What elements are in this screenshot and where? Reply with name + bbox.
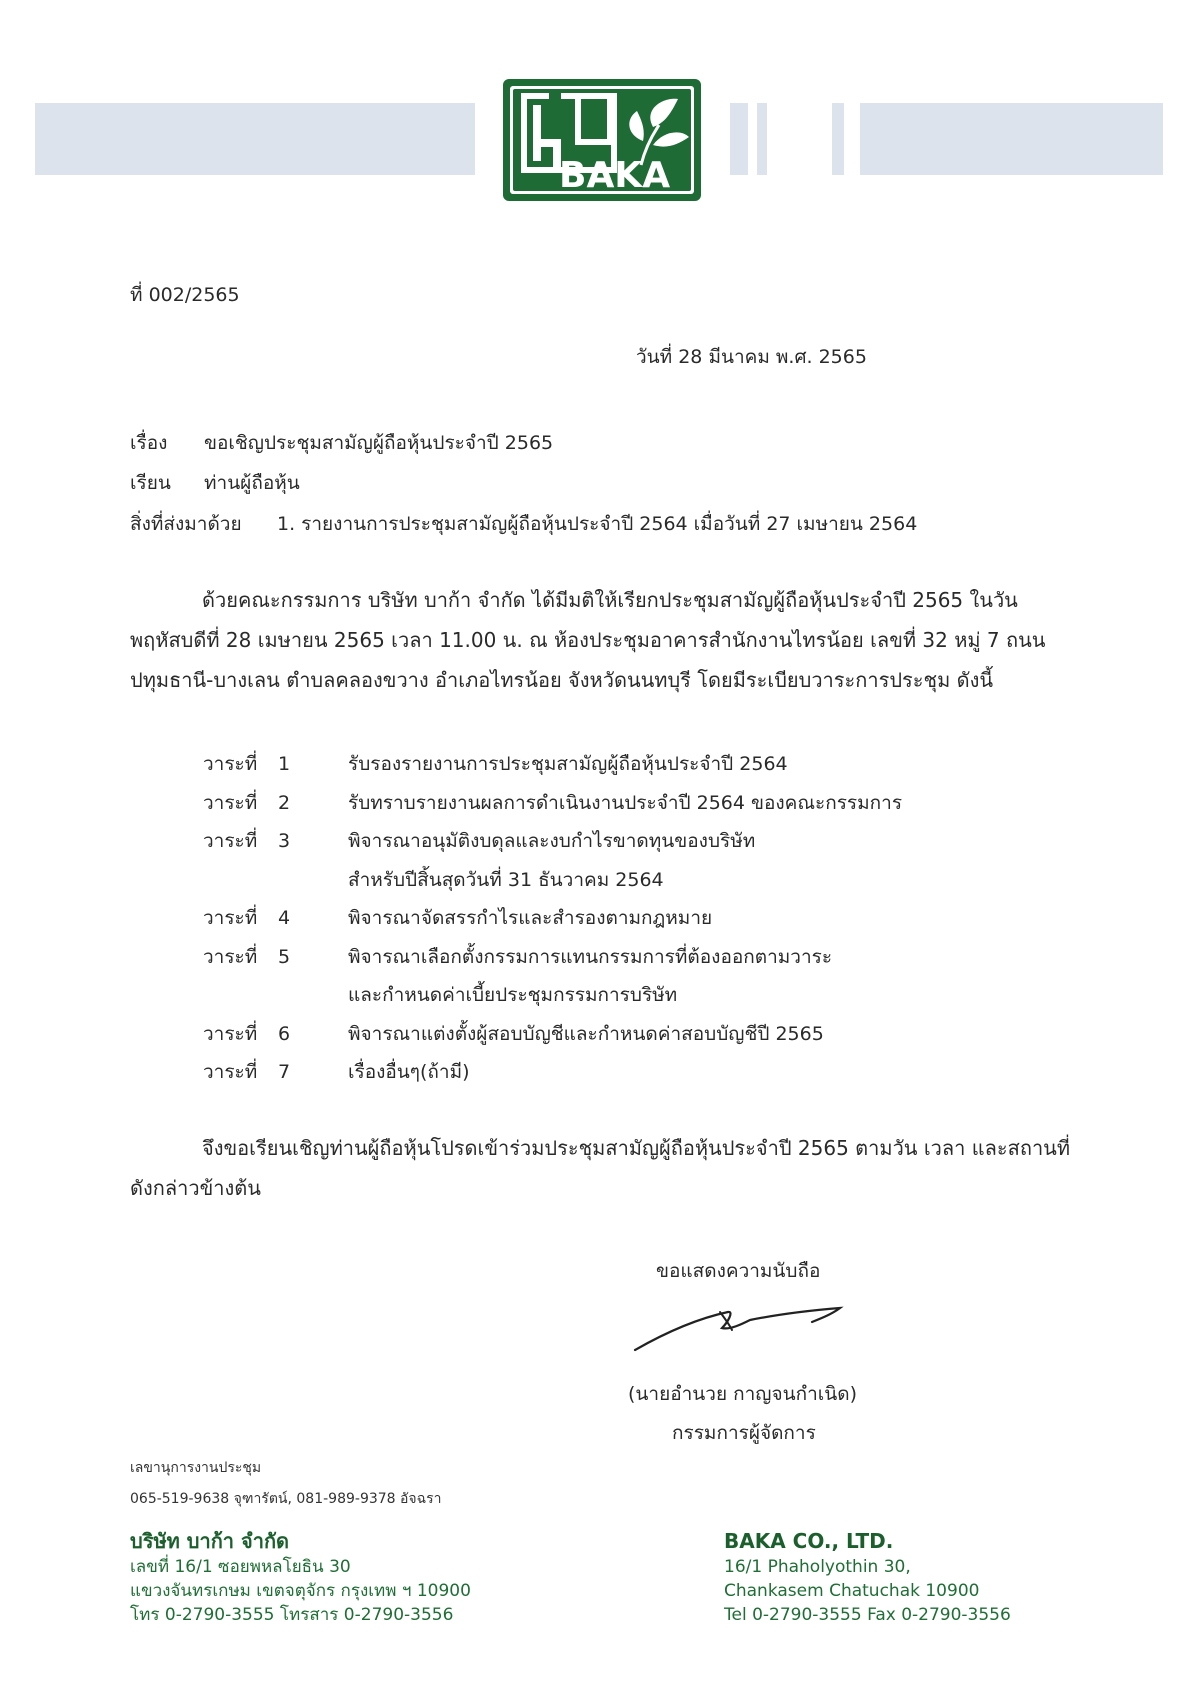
agenda-number: 5 [278, 945, 291, 968]
footer-en-line: 16/1 Phaholyothin 30, [724, 1557, 911, 1577]
signer-title: กรรมการผู้จัดการ [672, 1422, 816, 1444]
letterhead-band-right [860, 103, 1163, 175]
secretary-label: เลขานุการงานประชุม [130, 1460, 262, 1476]
document-date: วันที่ 28 มีนาคม พ.ศ. 2565 [636, 346, 867, 368]
signature [630, 1300, 850, 1355]
letterhead-band-mid1 [730, 103, 748, 175]
logo-wordmark: BAKA [559, 155, 671, 196]
agenda-row [203, 976, 1003, 1015]
agenda-row [203, 899, 1003, 938]
agenda-list [203, 745, 1003, 1092]
agenda-label: วาระที่ [203, 907, 258, 929]
agenda-row [203, 784, 1003, 823]
agenda-text: พิจารณาแต่งตั้งผู้สอบบัญชีและกำหนดค่าสอบบัญชีปี 2565 [348, 1022, 824, 1045]
agenda-row [203, 1015, 1003, 1054]
agenda-label: วาระที่ [203, 791, 258, 814]
company-logo [503, 79, 701, 201]
recipient-label: เรียน [130, 472, 171, 494]
agenda-number: 3 [278, 830, 291, 852]
closing-line: จึงขอเรียนเชิญท่านผู้ถือหุ้นโปรดเข้าร่วมประชุมสามัญผู้ถือหุ้นประจำปี 2565 ตามวัน เวลา และสถานที่ [202, 1136, 1071, 1160]
recipient-value: ท่านผู้ถือหุ้น [204, 472, 300, 494]
attachment-value: 1. รายงานการประชุมสามัญผู้ถือหุ้นประจำปี 2564 เมื่อวันที่ 27 เมษายน 2564 [277, 513, 918, 535]
agenda-number: 4 [278, 907, 291, 929]
closing-paragraph [130, 1128, 1095, 1208]
agenda-text: รับรองรายงานการประชุมสามัญผู้ถือหุ้นประจำปี 2564 [348, 753, 788, 775]
agenda-text: พิจารณาอนุมัติงบดุลและงบกำไรขาดทุนของบริษัท [348, 830, 756, 852]
agenda-text: และกำหนดค่าเบี้ยประชุมกรรมการบริษัท [348, 984, 678, 1006]
agenda-row [203, 938, 1003, 977]
agenda-label: วาระที่ [203, 753, 258, 775]
agenda-label: วาระที่ [203, 830, 258, 852]
intro-line: พฤหัสบดีที่ 28 เมษายน 2565 เวลา 11.00 น. ณ ห้องประชุมอาคารสำนักงานไทรน้อย เลขที่ 32 หมู่ 7 ถนน [130, 628, 1046, 652]
signer-name: (นายอำนวย กาญจนกำเนิด) [628, 1383, 858, 1405]
intro-line: ปทุมธานี-บางเลน ตำบลคลองขวาง อำเภอไทรน้อย จังหวัดนนทบุรี โดยมีระเบียบวาระการประชุม ดังนี้ [130, 668, 994, 692]
letterhead-band-mid3 [832, 103, 844, 175]
footer-thai-line: แขวงจันทรเกษม เขตจตุจักร กรุงเทพ ฯ 10900 [130, 1581, 471, 1601]
agenda-row [203, 745, 1003, 784]
agenda-number: 6 [278, 1022, 291, 1045]
agenda-row [203, 1053, 1003, 1092]
agenda-label: วาระที่ [203, 945, 258, 968]
closing-line: ดังกล่าวข้างต้น [130, 1176, 261, 1200]
attachment-label: สิ่งที่ส่งมาด้วย [130, 513, 242, 535]
agenda-label: วาระที่ [203, 1022, 258, 1045]
agenda-number: 7 [278, 1061, 291, 1083]
document-number: ที่ 002/2565 [130, 284, 240, 306]
footer-en-line: Chankasem Chatuchak 10900 [724, 1581, 980, 1601]
footer-en-line: Tel 0-2790-3555 Fax 0-2790-3556 [724, 1605, 1011, 1625]
agenda-text: พิจารณาเลือกตั้งกรรมการแทนกรรมการที่ต้องออกตามวาระ [348, 945, 833, 968]
agenda-text: เรื่องอื่นๆ(ถ้ามี) [348, 1061, 470, 1083]
letterhead-band-mid2 [757, 103, 767, 175]
agenda-number: 1 [278, 753, 291, 775]
intro-line: ด้วยคณะกรรมการ บริษัท บาก้า จำกัด ได้มีมติให้เรียกประชุมสามัญผู้ถือหุ้นประจำปี 2565 ในวัน [202, 588, 1018, 612]
letterhead-band-left [35, 103, 475, 175]
agenda-row [203, 822, 1003, 861]
footer-thai-company: บริษัท บาก้า จำกัด [130, 1529, 290, 1553]
footer-thai-line: เลขที่ 16/1 ซอยพหลโยธิน 30 [130, 1557, 351, 1577]
agenda-text: สำหรับปีสิ้นสุดวันที่ 31 ธันวาคม 2564 [348, 868, 664, 891]
subject-value: ขอเชิญประชุมสามัญผู้ถือหุ้นประจำปี 2565 [204, 432, 554, 454]
subject-label: เรื่อง [130, 432, 168, 454]
agenda-text: รับทราบรายงานผลการดำเนินงานประจำปี 2564 ของคณะกรรมการ [348, 791, 903, 814]
intro-paragraph [130, 580, 1095, 700]
footer-en-company: BAKA CO., LTD. [724, 1529, 894, 1553]
footer-thai-line: โทร 0-2790-3555 โทรสาร 0-2790-3556 [130, 1605, 454, 1625]
agenda-number: 2 [278, 791, 291, 814]
secretary-contacts: 065-519-9638 จุฑารัตน์, 081-989-9378 อัจฉรา [130, 1491, 442, 1507]
agenda-label: วาระที่ [203, 1061, 258, 1083]
signoff: ขอแสดงความนับถือ [656, 1260, 821, 1282]
agenda-text: พิจารณาจัดสรรกำไรและสำรองตามกฎหมาย [348, 907, 713, 929]
agenda-row [203, 861, 1003, 900]
